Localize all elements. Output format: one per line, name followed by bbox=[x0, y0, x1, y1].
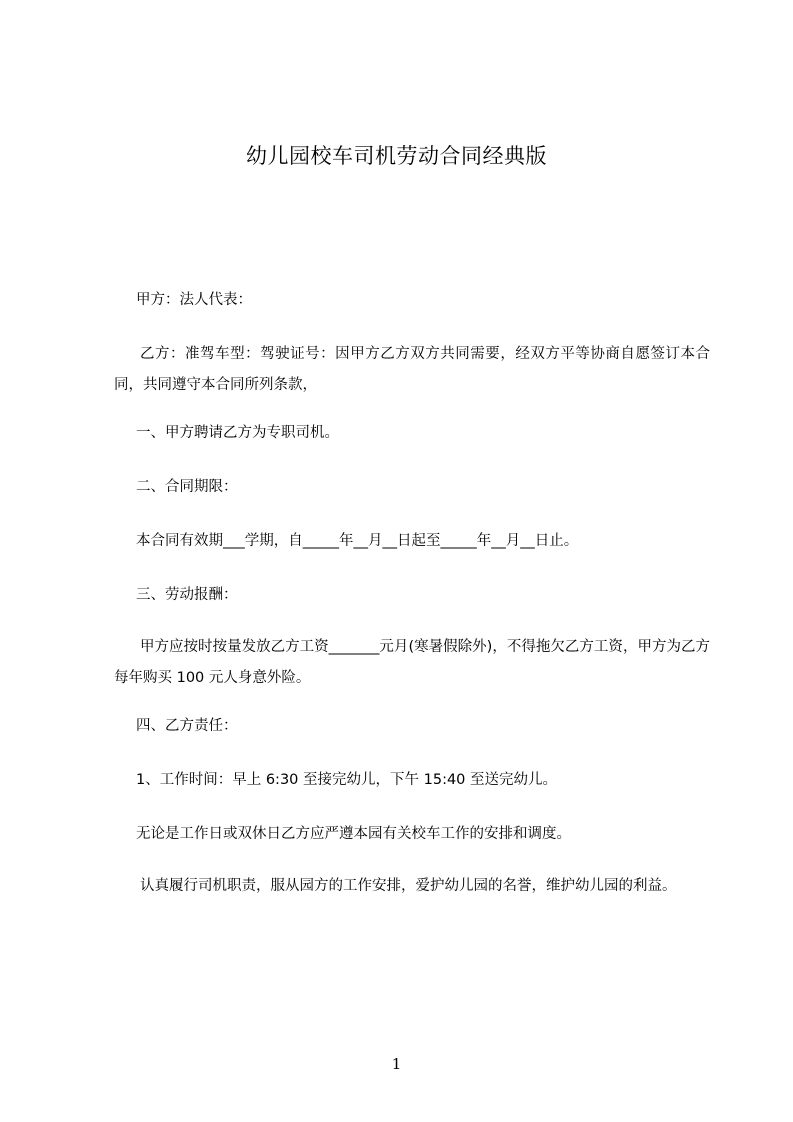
document-title: 幼儿园校车司机劳动合同经典版 bbox=[246, 144, 547, 168]
schedule-paragraph: 无论是工作日或双休日乙方应严遵本园有关校车工作的安排和调度。 bbox=[136, 826, 571, 842]
clause-2-heading: 二、合同期限： bbox=[136, 479, 238, 495]
party-a-line: 甲方：法人代表： bbox=[136, 292, 252, 308]
contract-term-paragraph: 本合同有效期___学期，自_____年__月__日起至_____年__月__日止。 bbox=[136, 533, 579, 549]
payment-paragraph: 甲方应按时按量发放乙方工资_______元月(寒暑假除外)，不得拖欠乙方工资，甲方为乙方每年购买 100 元人身意外险。 bbox=[114, 639, 710, 686]
clause-1-heading: 一、甲方聘请乙方为专职司机。 bbox=[136, 425, 339, 441]
clause-4-heading: 四、乙方责任： bbox=[136, 718, 238, 734]
page-number: 1 bbox=[391, 1055, 402, 1073]
work-time-paragraph: 1、工作时间：早上 6:30 至接完幼儿，下午 15:40 至送完幼儿。 bbox=[136, 772, 558, 788]
clause-3-heading: 三、劳动报酬： bbox=[136, 587, 238, 603]
duty-paragraph: 认真履行司机职责，服从园方的工作安排，爱护幼儿园的名誉，维护幼儿园的利益。 bbox=[140, 878, 677, 894]
party-b-paragraph: 乙方：准驾车型：驾驶证号：因甲方乙方双方共同需要，经双方平等协商自愿签订本合同，共同遵守本合同所列条款， bbox=[114, 346, 710, 393]
